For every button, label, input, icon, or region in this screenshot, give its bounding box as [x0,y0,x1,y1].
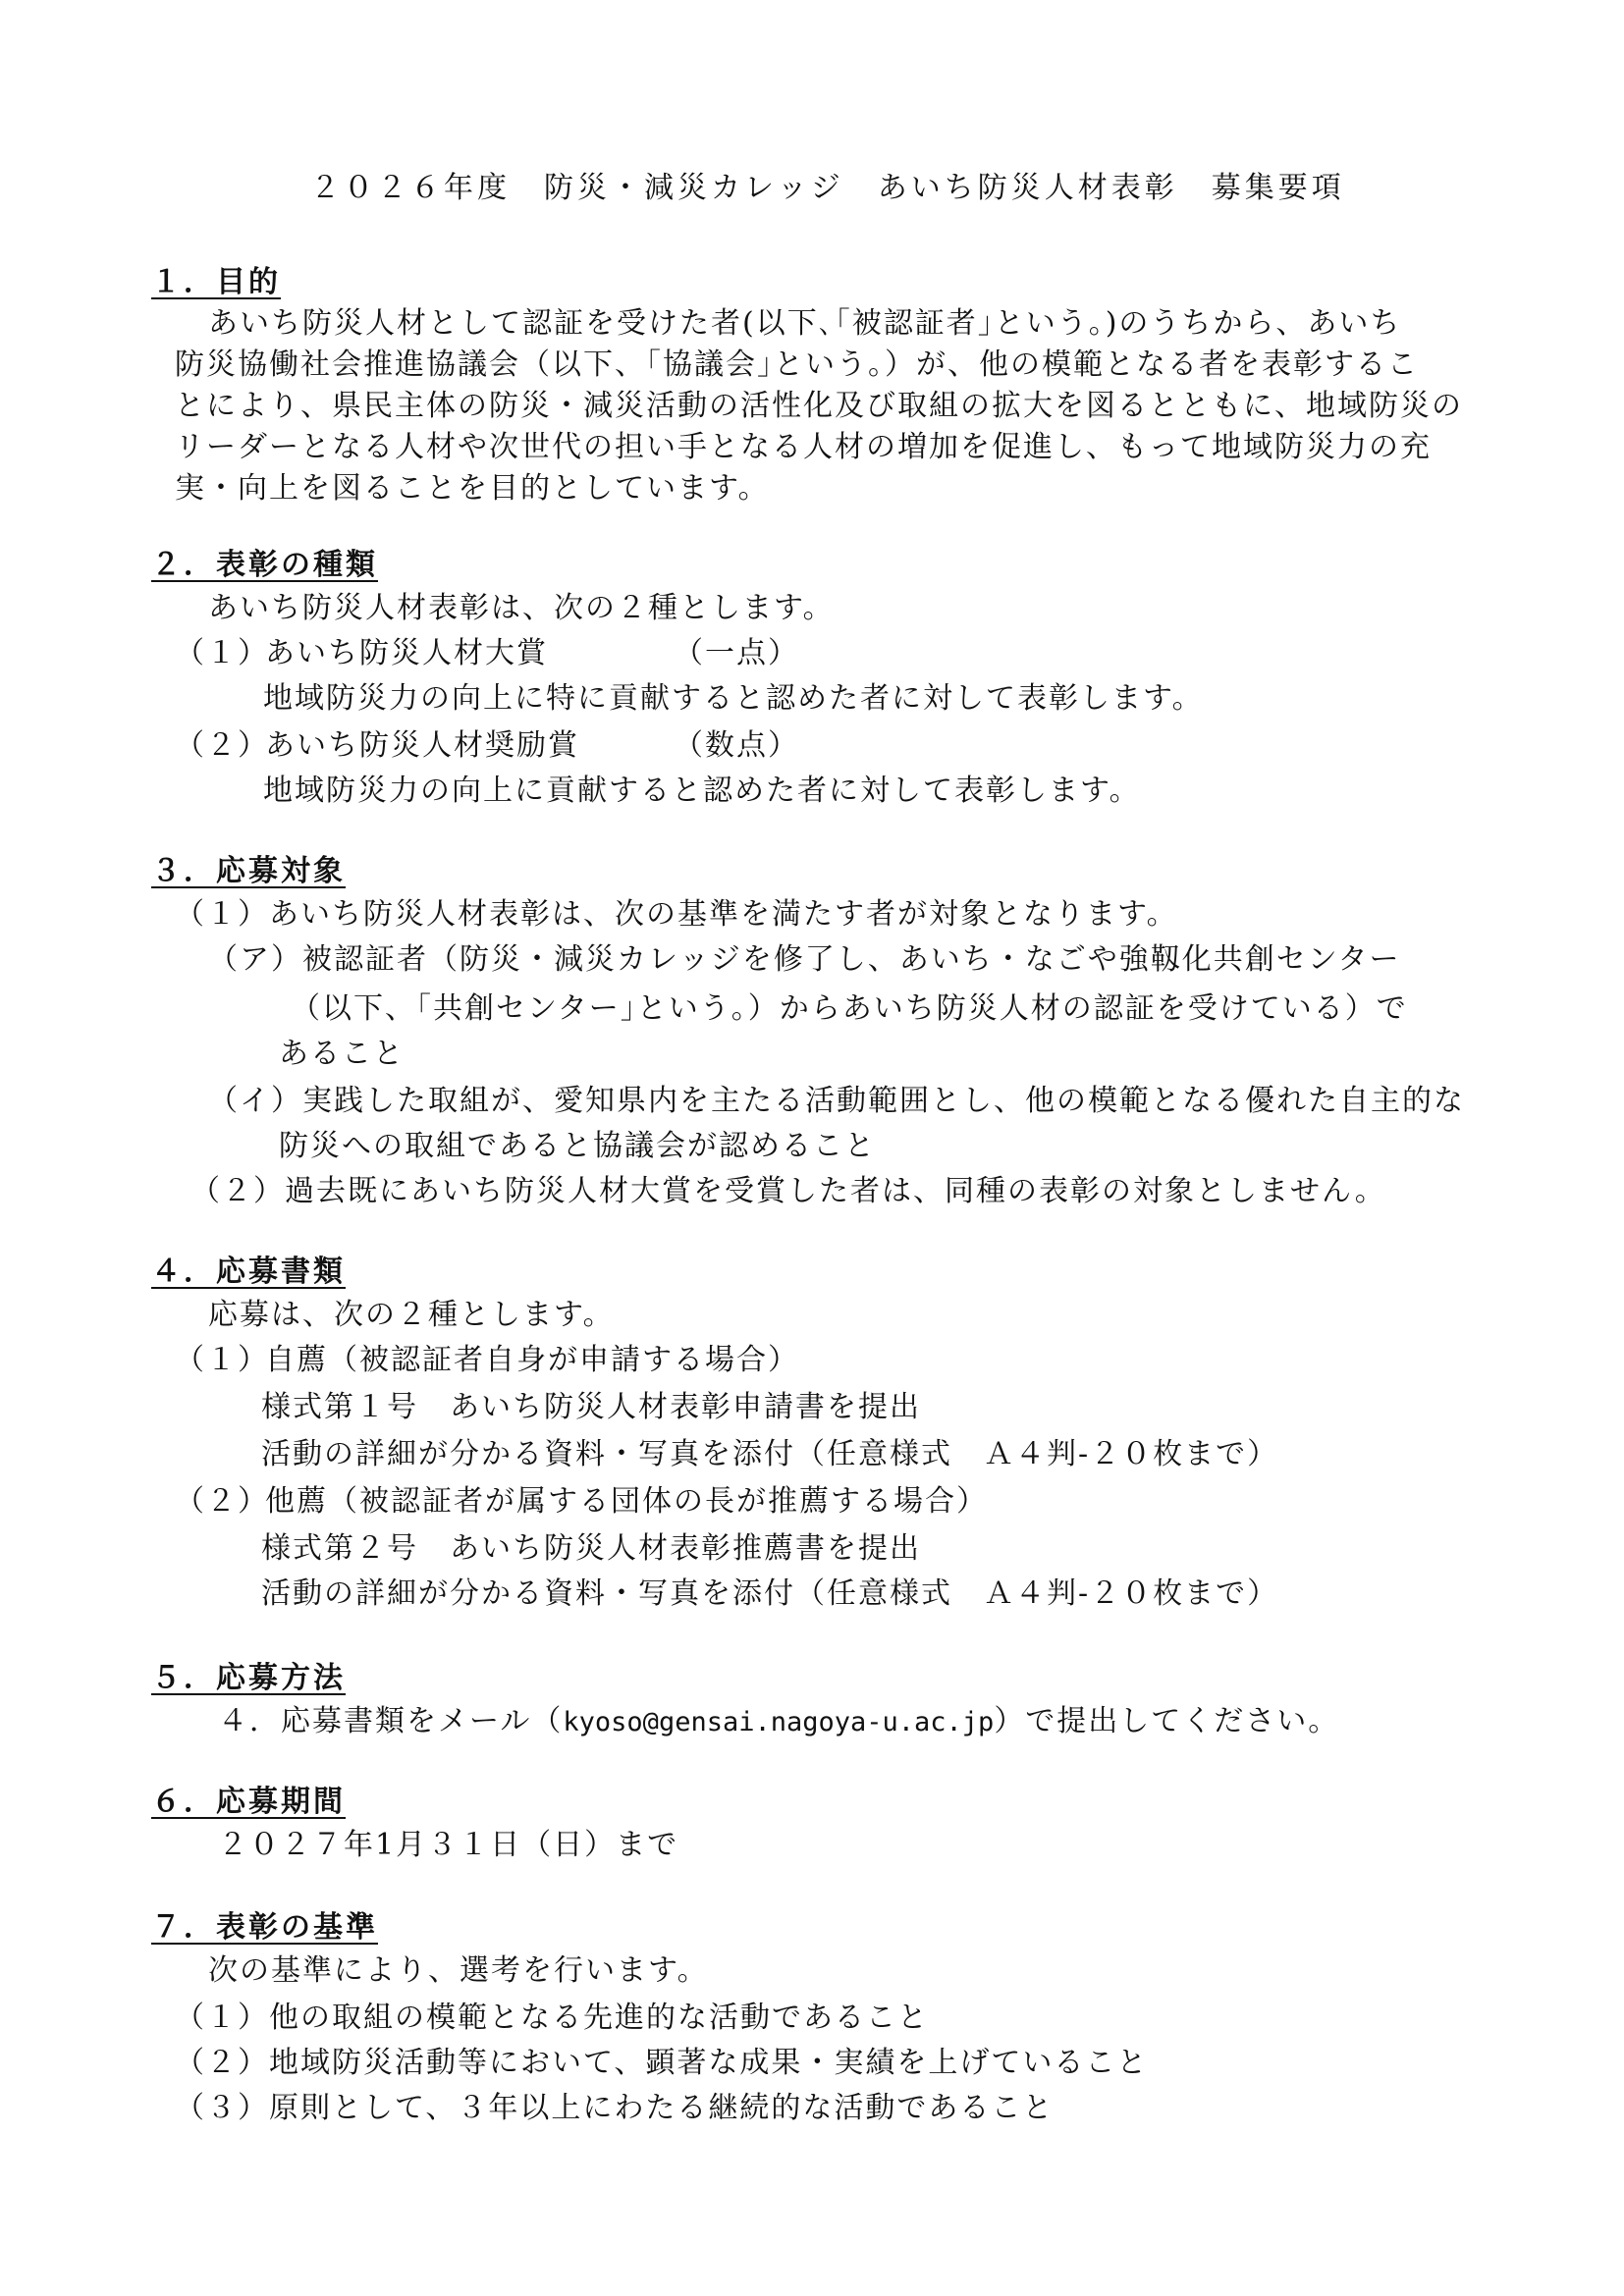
award-name: あいち防災人材奨励賞 [265,728,579,763]
eligibility-item: （１）あいち防災人材表彰は、次の基準を満たす者が対象となります。 [175,897,1178,932]
document-type-line: 活動の詳細が分かる資料・写真を添付（任意様式 Ａ４判-２０枚まで） [261,1576,1279,1611]
criteria-item: （２）地域防災活動等において、顕著な成果・実績を上げていること [175,2046,1149,2080]
eligibility-item: （２）過去既にあいち防災人材大賞を受賞した者は、同種の表彰の対象としません。 [190,1174,1386,1208]
document-type-line: 様式第２号 あいち防災人材表彰推薦書を提出 [261,1531,921,1566]
award-count: （一点） [674,636,799,670]
submission-email[interactable]: kyoso@gensai.nagoya-u.ac.jp [563,1707,995,1737]
eligibility-subitem: （ア）被認証者（防災・減災カレッジを修了し、あいち・なごや強靱化共創センター [208,942,1401,977]
document-type-number: （１） [175,1343,269,1377]
document-type-title: 他薦（被認証者が属する団体の長が推薦する場合） [265,1484,988,1519]
section-1-line: とにより、県民主体の防災・減災活動の活性化及び取組の拡大を図るとともに、地域防災の [175,389,1463,423]
criteria-item: （３）原則として、３年以上にわたる継続的な活動であること [175,2091,1055,2125]
award-count: （数点） [674,728,799,763]
section-6-heading: ６．応募期間 [151,1785,346,1819]
document-type-line: 活動の詳細が分かる資料・写真を添付（任意様式 Ａ４判-２０枚まで） [261,1437,1279,1471]
section-2-intro: あいち防災人材表彰は、次の２種とします。 [208,591,835,625]
award-number: （１） [175,636,269,670]
award-name: あいち防災人材大賞 [265,636,548,670]
section-3-heading: ３．応募対象 [151,854,346,888]
submission-method-suffix: ）で提出してください。 [994,1704,1340,1738]
section-1-heading: １．目的 [151,265,281,299]
section-1-line: あいち防災人材として認証を受けた者(以下､｢被認証者｣という｡)のうちから、あいち [208,306,1402,341]
application-deadline: ２０２７年1月３１日（日）まで [218,1828,679,1862]
document-type-line: 様式第１号 あいち防災人材表彰申請書を提出 [261,1390,921,1424]
section-7-intro: 次の基準により、選考を行います。 [208,1953,709,1988]
award-description: 地域防災力の向上に貢献すると認めた者に対して表彰します。 [263,774,1141,808]
section-2-heading: ２．表彰の種類 [151,548,378,582]
award-number: （２） [175,728,269,763]
section-1-line: 実・向上を図ることを目的としています。 [175,471,770,506]
section-5-heading: ５．応募方法 [151,1661,346,1695]
eligibility-subitem-cont: 防災への取組であると協議会が認めること [279,1129,876,1163]
criteria-item: （１）他の取組の模範となる先進的な活動であること [175,2001,929,2035]
eligibility-subitem-cont: （以下、｢共創センター｣という。）からあいち防災人材の認証を受けている）で [291,991,1408,1026]
section-1-line: 防災協働社会推進協議会（以下、｢協議会｣という。）が、他の模範となる者を表彰するこ [175,347,1419,382]
eligibility-subitem-cont: あること [279,1037,405,1071]
document-type-number: （２） [175,1484,269,1519]
eligibility-subitem: （イ）実践した取組が、愛知県内を主たる活動範囲とし、他の模範となる優れた自主的な [208,1084,1465,1118]
section-1-line: リーダーとなる人材や次世代の担い手となる人材の増加を促進し、もって地域防災力の充 [175,430,1432,464]
submission-method [218,1702,1339,1742]
section-4-intro: 応募は、次の２種とします。 [208,1298,615,1332]
document-type-title: 自薦（被認証者自身が申請する場合） [265,1343,799,1377]
document-title: ２０２６年度 防災・減災カレッジ あいち防災人材表彰 募集要項 [310,171,1345,205]
section-7-heading: ７．表彰の基準 [151,1910,378,1945]
award-description: 地域防災力の向上に特に貢献すると認めた者に対して表彰します。 [263,681,1204,716]
submission-method-prefix: ４．応募書類をメール（ [218,1704,564,1738]
section-4-heading: ４．応募書類 [151,1255,346,1289]
